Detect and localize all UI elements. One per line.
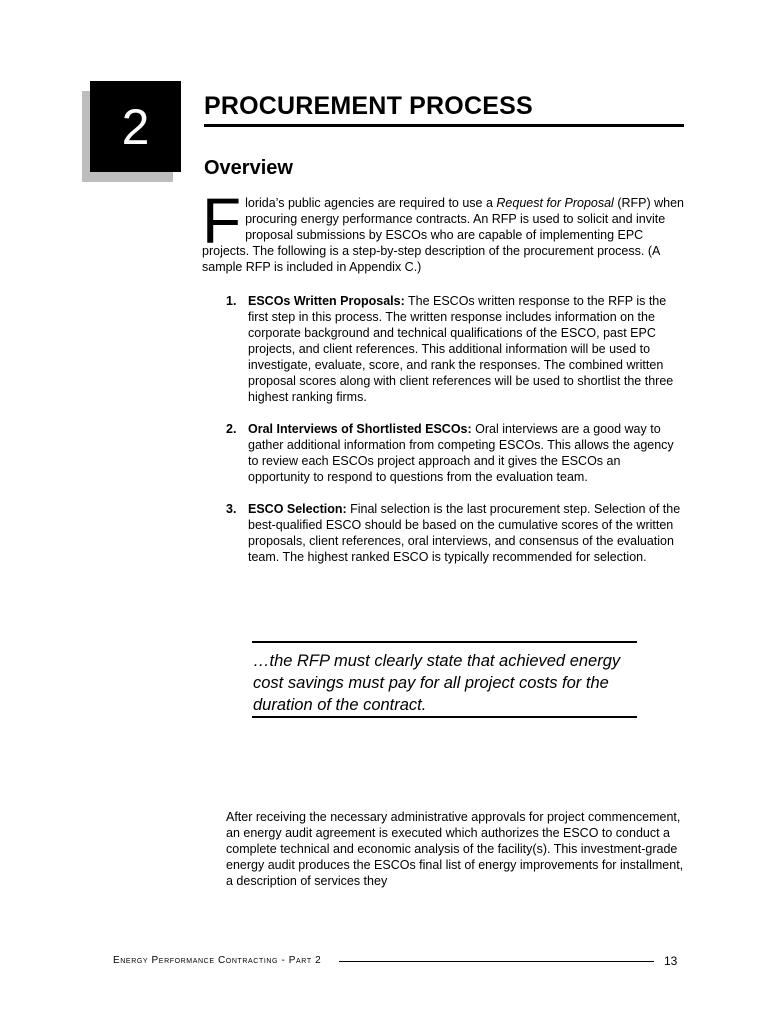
list-item-number: 2.	[226, 422, 237, 436]
list-item	[226, 421, 684, 485]
drop-cap: F	[202, 185, 242, 257]
pull-quote-bottom-rule	[252, 716, 637, 718]
list-item-number: 3.	[226, 502, 237, 516]
footer-rule	[339, 961, 654, 962]
list-item	[226, 501, 684, 565]
page-title: PROCUREMENT PROCESS	[204, 92, 533, 120]
section-heading: Overview	[204, 157, 293, 179]
intro-text-2: (RFP) when procuring energy performance contracts. An RFP is used to solicit and invite proposal submissions by ESCOs who are capable of implementing EPC projects. The following is a step-by-step description of the procurement process. (A sample RFP is included in Appendix C.)	[202, 196, 684, 274]
intro-paragraph	[202, 185, 684, 275]
list-item-body	[248, 421, 684, 485]
title-underline	[204, 124, 684, 127]
chapter-number-box	[90, 81, 181, 172]
list-item-text: Final selection is the last procurement step. Selection of the best-qualified ESCO should be based on the cumulative scores of the written proposals, client references, oral interviews, and consensus of the evaluation team. The highest ranked ESCO is typically recommended for selection.	[248, 502, 681, 564]
page-number: 13	[664, 954, 678, 968]
list-item-lead: ESCOs Written Proposals:	[248, 294, 405, 308]
steps-list	[226, 293, 684, 581]
list-item-number: 1.	[226, 294, 237, 308]
pull-quote-top-rule	[252, 641, 637, 643]
closing-paragraph: After receiving the necessary administrative approvals for project commencement, an energy audit agreement is executed which authorizes the ESCO to conduct a complete technical and economic analysis of the facility(s). This investment-grade energy audit produces the ESCOs final list of energy improvements for installment, a description of services they	[226, 810, 684, 888]
list-item-lead: ESCO Selection:	[248, 502, 347, 516]
pull-quote: …the RFP must clearly state that achieved energy cost savings must pay for all project costs for the duration of the contract.	[253, 652, 621, 714]
footer-title: Energy Performance Contracting - Part 2	[113, 955, 322, 966]
intro-text-italic: Request for Proposal	[496, 196, 614, 210]
list-item-text: Oral interviews are a good way to gather additional information from competing ESCOs. This allows the agency to review each ESCOs project approach and it gives the ESCOs an opportunity to respond to questions from the evaluation team.	[248, 422, 674, 484]
list-item	[226, 293, 684, 405]
chapter-number: 2	[121, 98, 150, 155]
list-item-text: The ESCOs written response to the RFP is the first step in this process. The written response includes information on the corporate background and technical qualifications of the ESCO, past EPC projects, and client references. This additional information will be used to investigate, evaluate, score, and rank the responses. The combined written proposal scores along with client references will be used to shortlist the three highest ranking firms.	[248, 294, 674, 404]
list-item-body	[248, 501, 684, 565]
intro-text-1: lorida’s public agencies are required to use a	[245, 196, 497, 210]
list-item-body	[248, 293, 684, 405]
list-item-lead: Oral Interviews of Shortlisted ESCOs:	[248, 422, 472, 436]
